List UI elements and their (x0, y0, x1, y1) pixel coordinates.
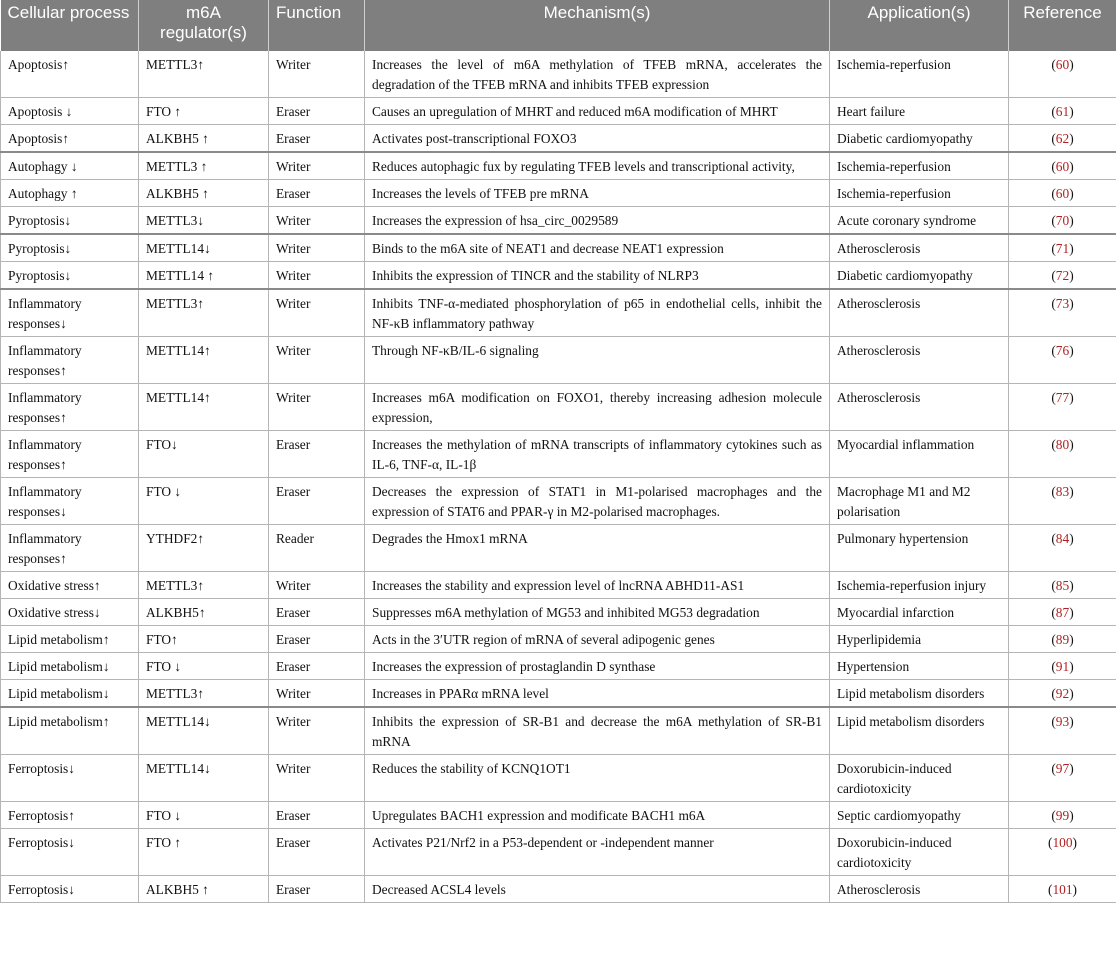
open-paren: ( (1051, 714, 1056, 729)
reference-link[interactable]: 76 (1055, 343, 1070, 358)
mechanism-cell: Suppresses m6A methylation of MG53 and inhibited MG53 degradation (365, 599, 830, 626)
regulator-cell: FTO ↓ (139, 478, 269, 525)
header-applications: Application(s) (830, 0, 1009, 51)
mechanism-cell: Through NF-κB/IL-6 signaling (365, 337, 830, 384)
reference-link[interactable]: 71 (1055, 241, 1070, 256)
cellular-process-cell: Inflammatory responses↑ (1, 337, 139, 384)
cellular-process-cell: Lipid metabolism↓ (1, 653, 139, 680)
regulator-cell: METTL14↓ (139, 755, 269, 802)
close-paren: ) (1069, 390, 1074, 405)
table-row (1, 98, 1116, 125)
open-paren: ( (1051, 131, 1056, 146)
close-paren: ) (1069, 808, 1074, 823)
function-cell: Eraser (269, 626, 365, 653)
open-paren: ( (1051, 186, 1056, 201)
cellular-process-cell: Oxidative stress↓ (1, 599, 139, 626)
function-cell: Eraser (269, 599, 365, 626)
mechanism-cell: Inhibits TNF-α-mediated phosphorylation of p65 in endothelial cells, inhibit the NF-κB inflammatory pathway (365, 289, 830, 337)
regulator-cell: METTL3 ↑ (139, 152, 269, 180)
reference-cell (1009, 152, 1116, 180)
cellular-process-cell: Inflammatory responses↑ (1, 431, 139, 478)
function-cell: Writer (269, 51, 365, 98)
regulator-cell: FTO↑ (139, 626, 269, 653)
close-paren: ) (1069, 578, 1074, 593)
reference-link[interactable]: 60 (1055, 57, 1070, 72)
open-paren: ( (1051, 159, 1056, 174)
cellular-process-cell: Autophagy ↓ (1, 152, 139, 180)
mechanism-cell: Binds to the m6A site of NEAT1 and decrease NEAT1 expression (365, 234, 830, 262)
table-row (1, 707, 1116, 755)
mechanism-cell: Reduces autophagic fux by regulating TFEB levels and transcriptional activity, (365, 152, 830, 180)
close-paren: ) (1069, 159, 1074, 174)
reference-link[interactable]: 77 (1055, 390, 1070, 405)
reference-cell (1009, 802, 1116, 829)
table-row (1, 680, 1116, 708)
reference-cell (1009, 289, 1116, 337)
reference-link[interactable]: 93 (1055, 714, 1070, 729)
mechanism-cell: Upregulates BACH1 expression and modificate BACH1 m6A (365, 802, 830, 829)
application-cell: Atherosclerosis (830, 876, 1009, 903)
header-reference: Reference (1009, 0, 1116, 51)
application-cell: Pulmonary hypertension (830, 525, 1009, 572)
reference-cell (1009, 707, 1116, 755)
open-paren: ( (1051, 57, 1056, 72)
reference-cell (1009, 180, 1116, 207)
function-cell: Eraser (269, 180, 365, 207)
table-row (1, 599, 1116, 626)
reference-link[interactable]: 84 (1055, 531, 1070, 546)
application-cell: Ischemia-reperfusion (830, 180, 1009, 207)
regulator-cell: FTO ↓ (139, 653, 269, 680)
application-cell: Atherosclerosis (830, 234, 1009, 262)
reference-link[interactable]: 72 (1055, 268, 1070, 283)
reference-cell (1009, 478, 1116, 525)
application-cell: Lipid metabolism disorders (830, 680, 1009, 708)
regulator-cell: METTL14↓ (139, 707, 269, 755)
table-row (1, 653, 1116, 680)
reference-cell (1009, 51, 1116, 98)
table-row (1, 525, 1116, 572)
cellular-process-cell: Lipid metabolism↑ (1, 626, 139, 653)
reference-link[interactable]: 85 (1055, 578, 1070, 593)
table-row (1, 802, 1116, 829)
application-cell: Diabetic cardiomyopathy (830, 262, 1009, 290)
regulator-cell: METTL3↑ (139, 680, 269, 708)
reference-cell (1009, 337, 1116, 384)
reference-cell (1009, 876, 1116, 903)
regulator-cell: METTL14↑ (139, 384, 269, 431)
mechanism-cell: Activates post-transcriptional FOXO3 (365, 125, 830, 153)
reference-link[interactable]: 62 (1055, 131, 1070, 146)
table-row (1, 180, 1116, 207)
function-cell: Eraser (269, 802, 365, 829)
close-paren: ) (1069, 714, 1074, 729)
regulator-cell: FTO ↑ (139, 98, 269, 125)
table-row (1, 234, 1116, 262)
application-cell: Macrophage M1 and M2 polarisation (830, 478, 1009, 525)
reference-link[interactable]: 60 (1055, 159, 1070, 174)
mechanism-cell: Increases m6A modification on FOXO1, thereby increasing adhesion molecule expression, (365, 384, 830, 431)
reference-cell (1009, 599, 1116, 626)
cellular-process-cell: Pyroptosis↓ (1, 262, 139, 290)
mechanism-cell: Increases the levels of TFEB pre mRNA (365, 180, 830, 207)
function-cell: Writer (269, 234, 365, 262)
function-cell: Writer (269, 707, 365, 755)
cellular-process-cell: Autophagy ↑ (1, 180, 139, 207)
open-paren: ( (1051, 213, 1056, 228)
cellular-process-cell: Ferroptosis↑ (1, 802, 139, 829)
reference-link[interactable]: 101 (1052, 882, 1073, 897)
regulator-cell: METTL3↑ (139, 572, 269, 599)
table-row (1, 572, 1116, 599)
application-cell: Ischemia-reperfusion (830, 51, 1009, 98)
close-paren: ) (1069, 268, 1074, 283)
open-paren: ( (1051, 437, 1056, 452)
reference-cell (1009, 829, 1116, 876)
application-cell: Myocardial infarction (830, 599, 1009, 626)
regulator-cell: METTL14 ↑ (139, 262, 269, 290)
cellular-process-cell: Pyroptosis↓ (1, 234, 139, 262)
reference-cell (1009, 125, 1116, 153)
function-cell: Eraser (269, 829, 365, 876)
reference-link[interactable]: 61 (1055, 104, 1070, 119)
application-cell: Septic cardiomyopathy (830, 802, 1009, 829)
table-row (1, 289, 1116, 337)
regulator-cell: FTO ↓ (139, 802, 269, 829)
cellular-process-cell: Ferroptosis↓ (1, 876, 139, 903)
regulator-cell: ALKBH5 ↑ (139, 180, 269, 207)
cellular-process-cell: Apoptosis↑ (1, 51, 139, 98)
reference-link[interactable]: 92 (1055, 686, 1070, 701)
application-cell: Atherosclerosis (830, 337, 1009, 384)
close-paren: ) (1069, 343, 1074, 358)
application-cell: Lipid metabolism disorders (830, 707, 1009, 755)
table-row (1, 207, 1116, 235)
open-paren: ( (1051, 268, 1056, 283)
mechanism-cell: Decreased ACSL4 levels (365, 876, 830, 903)
regulator-cell: METTL3↑ (139, 51, 269, 98)
application-cell: Doxorubicin-induced cardiotoxicity (830, 755, 1009, 802)
mechanism-cell: Increases the expression of hsa_circ_0029589 (365, 207, 830, 235)
reference-cell (1009, 234, 1116, 262)
table-row (1, 829, 1116, 876)
reference-link[interactable]: 89 (1055, 632, 1070, 647)
mechanism-cell: Increases the expression of prostaglandin D synthase (365, 653, 830, 680)
cellular-process-cell: Inflammatory responses↓ (1, 289, 139, 337)
cellular-process-cell: Lipid metabolism↓ (1, 680, 139, 708)
regulator-cell: METTL14↑ (139, 337, 269, 384)
close-paren: ) (1069, 186, 1074, 201)
function-cell: Writer (269, 384, 365, 431)
function-cell: Writer (269, 289, 365, 337)
table-body (1, 51, 1116, 903)
header-cellular-process: Cellular process (1, 0, 139, 51)
table-row (1, 384, 1116, 431)
cellular-process-cell: Ferroptosis↓ (1, 829, 139, 876)
close-paren: ) (1069, 659, 1074, 674)
cellular-process-cell: Lipid metabolism↑ (1, 707, 139, 755)
close-paren: ) (1069, 213, 1074, 228)
reference-link[interactable]: 83 (1055, 484, 1070, 499)
close-paren: ) (1069, 531, 1074, 546)
reference-link[interactable]: 87 (1055, 605, 1070, 620)
reference-link[interactable]: 97 (1055, 761, 1070, 776)
function-cell: Eraser (269, 653, 365, 680)
cellular-process-cell: Oxidative stress↑ (1, 572, 139, 599)
close-paren: ) (1069, 761, 1074, 776)
open-paren: ( (1051, 578, 1056, 593)
close-paren: ) (1069, 57, 1074, 72)
reference-cell (1009, 653, 1116, 680)
table-row (1, 626, 1116, 653)
table-row (1, 262, 1116, 290)
function-cell: Eraser (269, 478, 365, 525)
regulator-cell: YTHDF2↑ (139, 525, 269, 572)
application-cell: Atherosclerosis (830, 384, 1009, 431)
close-paren: ) (1069, 296, 1074, 311)
close-paren: ) (1072, 835, 1078, 850)
open-paren: ( (1051, 104, 1056, 119)
application-cell: Diabetic cardiomyopathy (830, 125, 1009, 153)
function-cell: Eraser (269, 125, 365, 153)
open-paren: ( (1051, 632, 1056, 647)
cellular-process-cell: Inflammatory responses↑ (1, 525, 139, 572)
reference-cell (1009, 572, 1116, 599)
mechanism-cell: Inhibits the expression of TINCR and the stability of NLRP3 (365, 262, 830, 290)
reference-link[interactable]: 80 (1055, 437, 1070, 452)
regulator-cell: FTO ↑ (139, 829, 269, 876)
function-cell: Reader (269, 525, 365, 572)
regulator-cell: FTO↓ (139, 431, 269, 478)
open-paren: ( (1051, 296, 1056, 311)
mechanism-cell: Reduces the stability of KCNQ1OT1 (365, 755, 830, 802)
function-cell: Eraser (269, 431, 365, 478)
open-paren: ( (1051, 808, 1056, 823)
reference-link[interactable]: 70 (1055, 213, 1070, 228)
function-cell: Writer (269, 152, 365, 180)
cellular-process-cell: Inflammatory responses↑ (1, 384, 139, 431)
mechanism-cell: Increases in PPARα mRNA level (365, 680, 830, 708)
reference-link[interactable]: 100 (1052, 835, 1073, 850)
cellular-process-cell: Pyroptosis↓ (1, 207, 139, 235)
close-paren: ) (1069, 241, 1074, 256)
open-paren: ( (1051, 605, 1056, 620)
header-m6a-regulators: m6A regulator(s) (139, 0, 269, 51)
open-paren: ( (1051, 390, 1056, 405)
reference-cell (1009, 431, 1116, 478)
mechanism-cell: Increases the methylation of mRNA transcripts of inflammatory cytokines such as IL-6, TNF-α, IL-1β (365, 431, 830, 478)
mechanism-cell: Decreases the expression of STAT1 in M1-polarised macrophages and the expression of STAT6 and PPAR-γ in M2-polarised macrophages. (365, 478, 830, 525)
mechanism-cell: Increases the stability and expression level of lncRNA ABHD11-AS1 (365, 572, 830, 599)
reference-link[interactable]: 73 (1055, 296, 1070, 311)
reference-link[interactable]: 99 (1055, 808, 1070, 823)
open-paren: ( (1051, 484, 1056, 499)
open-paren: ( (1047, 882, 1053, 897)
function-cell: Writer (269, 572, 365, 599)
application-cell: Acute coronary syndrome (830, 207, 1009, 235)
reference-cell (1009, 98, 1116, 125)
application-cell: Atherosclerosis (830, 289, 1009, 337)
table-row (1, 125, 1116, 153)
mechanism-cell: Causes an upregulation of MHRT and reduced m6A modification of MHRT (365, 98, 830, 125)
function-cell: Writer (269, 262, 365, 290)
mechanism-cell: Activates P21/Nrf2 in a P53-dependent or -independent manner (365, 829, 830, 876)
function-cell: Eraser (269, 98, 365, 125)
mechanism-cell: Degrades the Hmox1 mRNA (365, 525, 830, 572)
reference-cell (1009, 207, 1116, 235)
reference-cell (1009, 384, 1116, 431)
table-row (1, 152, 1116, 180)
function-cell: Writer (269, 207, 365, 235)
cellular-process-cell: Apoptosis↑ (1, 125, 139, 153)
reference-cell (1009, 626, 1116, 653)
application-cell: Hypertension (830, 653, 1009, 680)
reference-link[interactable]: 91 (1055, 659, 1070, 674)
regulator-cell: ALKBH5 ↑ (139, 876, 269, 903)
open-paren: ( (1051, 659, 1056, 674)
open-paren: ( (1051, 343, 1056, 358)
function-cell: Writer (269, 680, 365, 708)
open-paren: ( (1051, 761, 1056, 776)
function-cell: Writer (269, 337, 365, 384)
reference-cell (1009, 755, 1116, 802)
table-row (1, 755, 1116, 802)
regulator-cell: METTL3↑ (139, 289, 269, 337)
header-row (1, 0, 1116, 51)
open-paren: ( (1051, 241, 1056, 256)
reference-cell (1009, 262, 1116, 290)
table-row (1, 876, 1116, 903)
open-paren: ( (1051, 531, 1056, 546)
application-cell: Ischemia-reperfusion injury (830, 572, 1009, 599)
function-cell: Eraser (269, 876, 365, 903)
close-paren: ) (1069, 686, 1074, 701)
open-paren: ( (1051, 686, 1056, 701)
mechanism-cell: Increases the level of m6A methylation of TFEB mRNA, accelerates the degradation of the TFEB mRNA and inhibits TFEB expression (365, 51, 830, 98)
close-paren: ) (1069, 632, 1074, 647)
close-paren: ) (1069, 131, 1074, 146)
cellular-process-cell: Apoptosis ↓ (1, 98, 139, 125)
header-function: Function (269, 0, 365, 51)
table-row (1, 337, 1116, 384)
reference-link[interactable]: 60 (1055, 186, 1070, 201)
regulator-cell: METTL3↓ (139, 207, 269, 235)
table-row (1, 51, 1116, 98)
mechanism-cell: Acts in the 3′UTR region of mRNA of several adipogenic genes (365, 626, 830, 653)
open-paren: ( (1047, 835, 1053, 850)
close-paren: ) (1069, 605, 1074, 620)
reference-cell (1009, 525, 1116, 572)
close-paren: ) (1072, 882, 1078, 897)
close-paren: ) (1069, 104, 1074, 119)
regulator-cell: METTL14↓ (139, 234, 269, 262)
regulator-cell: ALKBH5↑ (139, 599, 269, 626)
application-cell: Heart failure (830, 98, 1009, 125)
application-cell: Doxorubicin-induced cardiotoxicity (830, 829, 1009, 876)
application-cell: Ischemia-reperfusion (830, 152, 1009, 180)
mechanism-cell: Inhibits the expression of SR-B1 and decrease the m6A methylation of SR-B1 mRNA (365, 707, 830, 755)
close-paren: ) (1069, 484, 1074, 499)
reference-cell (1009, 680, 1116, 708)
cellular-process-cell: Inflammatory responses↓ (1, 478, 139, 525)
application-cell: Hyperlipidemia (830, 626, 1009, 653)
function-cell: Writer (269, 755, 365, 802)
regulator-cell: ALKBH5 ↑ (139, 125, 269, 153)
table-row (1, 431, 1116, 478)
table-row (1, 478, 1116, 525)
header-mechanisms: Mechanism(s) (365, 0, 830, 51)
application-cell: Myocardial inflammation (830, 431, 1009, 478)
close-paren: ) (1069, 437, 1074, 452)
cellular-process-cell: Ferroptosis↓ (1, 755, 139, 802)
